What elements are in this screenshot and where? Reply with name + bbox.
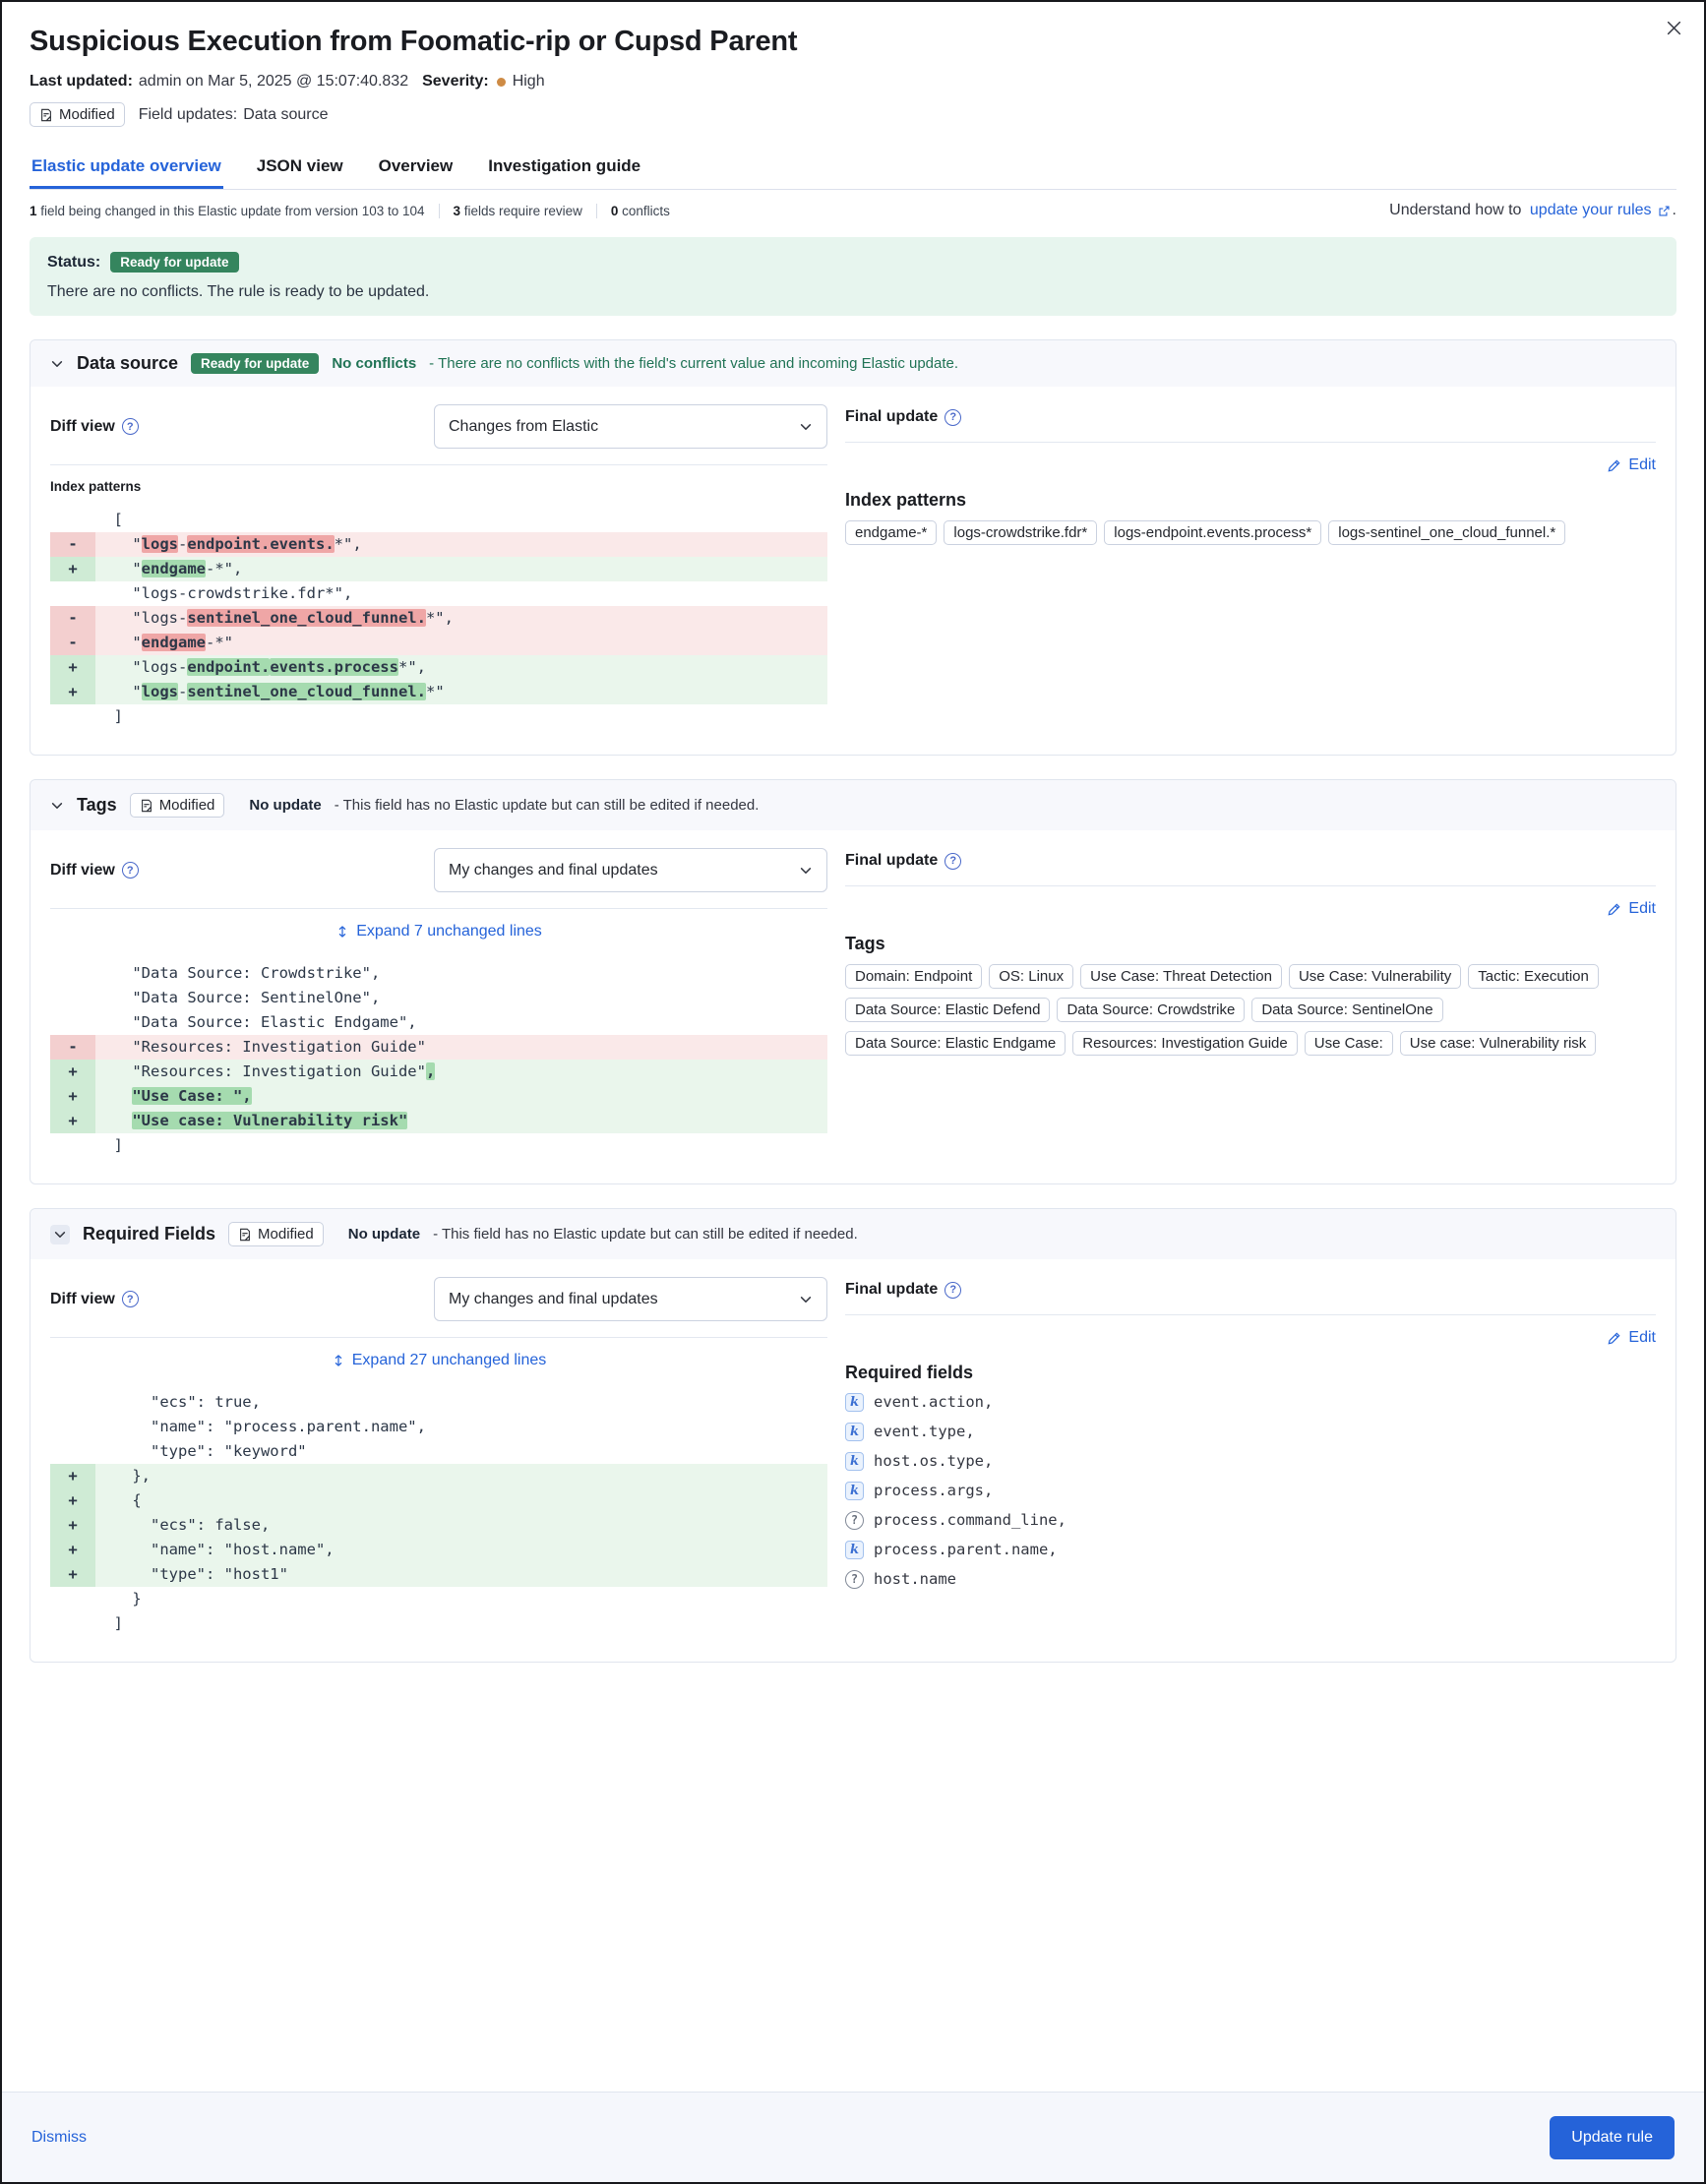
pencil-icon xyxy=(1607,902,1621,917)
field-name: host.os.type, xyxy=(874,1452,994,1470)
unknown-type-icon: ? xyxy=(845,1511,864,1530)
rule-badges-line xyxy=(30,102,1676,127)
expand-unchanged-link[interactable]: Expand 7 unchanged lines xyxy=(335,923,542,940)
badge: Domain: Endpoint xyxy=(845,964,982,989)
status-banner xyxy=(30,237,1676,316)
required-fields-list xyxy=(845,1393,1656,1589)
dismiss-button[interactable]: Dismiss xyxy=(31,2128,87,2146)
badge: Tactic: Execution xyxy=(1468,964,1599,989)
final-index-patterns-title: Index patterns xyxy=(845,489,967,510)
keyword-type-icon: k xyxy=(845,1541,864,1559)
expand-unchanged-link[interactable]: Expand 27 unchanged lines xyxy=(332,1352,547,1369)
diff-marker: + xyxy=(50,1464,95,1488)
section-title: Tags xyxy=(77,795,117,815)
keyword-type-icon: k xyxy=(845,1482,864,1500)
final-tags-title: Tags xyxy=(845,933,885,953)
status-badge: Ready for update xyxy=(110,252,238,273)
no-conflicts-label: No conflicts xyxy=(332,355,417,372)
diff-marker xyxy=(50,986,95,1010)
diff-line: "logs-crowdstrike.fdr*", xyxy=(50,581,827,606)
final-update-label: Final update xyxy=(845,408,939,425)
data-source-accordion-toggle[interactable] xyxy=(30,340,1676,387)
diff-view-label: Diff view xyxy=(50,1290,115,1307)
badge: Use Case: xyxy=(1305,1031,1393,1056)
help-icon[interactable]: ? xyxy=(944,409,961,426)
field-updates-value: Data source xyxy=(243,105,329,123)
index-pattern-badges xyxy=(845,520,1656,545)
diff-marker: + xyxy=(50,1109,95,1133)
diff-marker xyxy=(50,581,95,606)
badge: logs-sentinel_one_cloud_funnel.* xyxy=(1328,520,1565,545)
diff-marker xyxy=(50,1010,95,1035)
diff-marker: + xyxy=(50,1488,95,1513)
diff-line: "Data Source: Elastic Endgame", xyxy=(50,1010,827,1035)
help-icon[interactable]: ? xyxy=(122,1291,139,1307)
divider xyxy=(439,204,440,218)
chevron-down-icon xyxy=(50,1225,70,1244)
diff-marker: - xyxy=(50,532,95,557)
severity-label: Severity: xyxy=(422,73,489,90)
update-stat: 3 fields require review xyxy=(453,203,582,218)
required-field xyxy=(845,1393,1656,1412)
section-required-fields xyxy=(30,1208,1676,1663)
data-source-diff xyxy=(50,508,827,729)
diff-marker: + xyxy=(50,655,95,680)
badge: Use Case: Vulnerability xyxy=(1289,964,1461,989)
diff-line: + "logs-endpoint.events.process*", xyxy=(50,655,827,680)
badge: logs-endpoint.events.process* xyxy=(1104,520,1321,545)
badge: OS: Linux xyxy=(989,964,1073,989)
diff-line: ] xyxy=(50,1133,827,1158)
badge: logs-crowdstrike.fdr* xyxy=(944,520,1097,545)
expand-icon xyxy=(335,925,349,939)
diff-line: + "ecs": false, xyxy=(50,1513,827,1538)
diff-line: - "Resources: Investigation Guide" xyxy=(50,1035,827,1060)
flyout-footer xyxy=(2,2092,1704,2182)
tab-elastic-update-overview[interactable]: Elastic update overview xyxy=(30,145,223,189)
last-updated-value: admin on Mar 5, 2025 @ 15:07:40.832 xyxy=(138,73,409,90)
badge: Use case: Vulnerability risk xyxy=(1400,1031,1597,1056)
diff-line: - "endgame-*" xyxy=(50,631,827,655)
field-name: process.parent.name, xyxy=(874,1541,1058,1558)
required-fields-diff xyxy=(50,1390,827,1636)
severity-high-dot xyxy=(497,78,506,87)
chevron-down-icon xyxy=(799,1293,813,1306)
diff-marker: - xyxy=(50,606,95,631)
diff-marker: + xyxy=(50,1538,95,1562)
diff-line: ] xyxy=(50,704,827,729)
expand-icon xyxy=(332,1354,345,1367)
required-field xyxy=(845,1452,1656,1471)
required-fields-accordion-toggle[interactable] xyxy=(30,1209,1676,1259)
diff-line: "name": "process.parent.name", xyxy=(50,1415,827,1439)
field-name: host.name xyxy=(874,1570,956,1588)
update-info-row xyxy=(30,190,1676,233)
help-icon[interactable]: ? xyxy=(944,853,961,870)
field-name: event.type, xyxy=(874,1423,975,1440)
diff-line: + "Use case: Vulnerability risk" xyxy=(50,1109,827,1133)
section-tags xyxy=(30,779,1676,1184)
diff-line: + "Use Case: ", xyxy=(50,1084,827,1109)
tags-diff xyxy=(50,961,827,1158)
diff-marker xyxy=(50,961,95,986)
diff-marker: + xyxy=(50,1060,95,1084)
edit-button[interactable]: Edit xyxy=(1607,900,1656,918)
chevron-down-icon xyxy=(50,357,64,371)
badge: Use Case: Threat Detection xyxy=(1080,964,1282,989)
diff-marker xyxy=(50,1439,95,1464)
diff-line: "Data Source: SentinelOne", xyxy=(50,986,827,1010)
diff-line: "ecs": true, xyxy=(50,1390,827,1415)
badge: endgame-* xyxy=(845,520,937,545)
diff-line: ] xyxy=(50,1611,827,1636)
field-name: process.args, xyxy=(874,1482,994,1499)
rule-update-flyout xyxy=(2,2,1704,2092)
diff-marker: + xyxy=(50,1562,95,1587)
required-field xyxy=(845,1570,1656,1589)
badge: Resources: Investigation Guide xyxy=(1072,1031,1297,1056)
diff-line: [ xyxy=(50,508,827,532)
diff-marker: + xyxy=(50,1513,95,1538)
document-edit-icon xyxy=(39,108,53,122)
unknown-type-icon: ? xyxy=(845,1570,864,1589)
diff-line: + "name": "host.name", xyxy=(50,1538,827,1562)
no-update-label: No update xyxy=(347,1226,421,1243)
diff-marker xyxy=(50,704,95,729)
required-field xyxy=(845,1423,1656,1441)
keyword-type-icon: k xyxy=(845,1423,864,1441)
diff-marker: - xyxy=(50,1035,95,1060)
diff-marker xyxy=(50,1611,95,1636)
status-message: There are no conflicts. The rule is ready to be updated. xyxy=(47,283,430,300)
pencil-icon xyxy=(1607,458,1621,473)
index-patterns-sublabel: Index patterns xyxy=(50,479,142,494)
ready-for-update-badge: Ready for update xyxy=(191,353,319,374)
diff-view-label: Diff view xyxy=(50,861,115,879)
external-link-icon xyxy=(1658,205,1671,217)
no-update-text: - This field has no Elastic update but can still be edited if needed. xyxy=(433,1226,858,1243)
diff-line: + { xyxy=(50,1488,827,1513)
divider xyxy=(596,204,597,218)
section-title: Data source xyxy=(77,353,179,373)
badge: Data Source: Crowdstrike xyxy=(1057,998,1245,1022)
diff-marker xyxy=(50,1133,95,1158)
diff-line: + "Resources: Investigation Guide", xyxy=(50,1060,827,1084)
help-icon[interactable]: ? xyxy=(122,418,139,435)
badge: Data Source: Elastic Endgame xyxy=(845,1031,1066,1056)
diff-line: + "logs-sentinel_one_cloud_funnel.*" xyxy=(50,680,827,704)
diff-marker: + xyxy=(50,557,95,581)
diff-line: "type": "keyword" xyxy=(50,1439,827,1464)
update-your-rules-link[interactable]: update your rules xyxy=(1529,202,1652,218)
diff-line: - "logs-endpoint.events.*", xyxy=(50,532,827,557)
modified-badge: Modified xyxy=(130,793,225,818)
diff-line: - "logs-sentinel_one_cloud_funnel.*", xyxy=(50,606,827,631)
field-updates-label: Field updates: xyxy=(138,105,238,123)
diff-marker xyxy=(50,1415,95,1439)
no-conflicts-text: - There are no conflicts with the field's current value and incoming Elastic update. xyxy=(429,355,959,372)
close-icon[interactable] xyxy=(1662,16,1686,40)
field-name: event.action, xyxy=(874,1393,994,1411)
diff-marker: + xyxy=(50,1084,95,1109)
required-field xyxy=(845,1482,1656,1500)
diff-view-select[interactable]: My changes and final updates xyxy=(434,1277,827,1321)
page-title: Suspicious Execution from Foomatic-rip or Cupsd Parent xyxy=(30,26,798,57)
final-update-label: Final update xyxy=(845,1281,939,1298)
severity-value: High xyxy=(512,73,545,90)
pencil-icon xyxy=(1607,1331,1621,1346)
diff-marker xyxy=(50,508,95,532)
final-update-label: Final update xyxy=(845,852,939,869)
diff-line: + "type": "host1" xyxy=(50,1562,827,1587)
diff-marker xyxy=(50,1587,95,1611)
update-help: Understand how to update your rules . xyxy=(1389,202,1676,218)
help-icon[interactable]: ? xyxy=(944,1282,961,1299)
tags-accordion-toggle[interactable] xyxy=(30,780,1676,830)
diff-line: "Data Source: Crowdstrike", xyxy=(50,961,827,986)
badge: Data Source: SentinelOne xyxy=(1251,998,1442,1022)
help-icon[interactable]: ? xyxy=(122,862,139,879)
last-updated-label: Last updated: xyxy=(30,73,133,90)
edit-button[interactable]: Edit xyxy=(1607,1329,1656,1347)
tab-bar xyxy=(30,145,1676,190)
tag-badges xyxy=(845,964,1656,1056)
tab-investigation-guide[interactable]: Investigation guide xyxy=(488,156,641,175)
edit-button[interactable]: Edit xyxy=(1607,456,1656,474)
no-update-text: - This field has no Elastic update but can still be edited if needed. xyxy=(334,797,760,814)
update-stat: 1 field being changed in this Elastic update from version 103 to 104 xyxy=(30,203,425,218)
update-stats xyxy=(30,204,670,218)
diff-marker: - xyxy=(50,631,95,655)
keyword-type-icon: k xyxy=(845,1452,864,1471)
status-label: Status: xyxy=(47,253,101,271)
required-field xyxy=(845,1511,1656,1530)
final-required-fields-title: Required fields xyxy=(845,1362,974,1382)
diff-view-select[interactable]: My changes and final updates xyxy=(434,848,827,892)
rule-meta xyxy=(30,73,1676,91)
chevron-down-icon xyxy=(799,420,813,434)
document-edit-icon xyxy=(238,1228,252,1242)
chevron-down-icon xyxy=(799,864,813,878)
section-title: Required Fields xyxy=(83,1224,216,1244)
section-data-source xyxy=(30,339,1676,756)
diff-line: } xyxy=(50,1587,827,1611)
tab-overview[interactable]: Overview xyxy=(378,156,454,175)
document-edit-icon xyxy=(140,799,153,813)
diff-view-label: Diff view xyxy=(50,417,115,435)
field-name: process.command_line, xyxy=(874,1511,1066,1529)
diff-marker: + xyxy=(50,680,95,704)
diff-view-select[interactable]: Changes from Elastic xyxy=(434,404,827,449)
diff-line: + }, xyxy=(50,1464,827,1488)
no-update-label: No update xyxy=(249,797,322,814)
diff-line: + "endgame-*", xyxy=(50,557,827,581)
tab-json-view[interactable]: JSON view xyxy=(256,156,343,175)
modified-badge: Modified xyxy=(228,1222,324,1246)
diff-marker xyxy=(50,1390,95,1415)
chevron-down-icon xyxy=(50,799,64,813)
required-field xyxy=(845,1541,1656,1559)
badge: Data Source: Elastic Defend xyxy=(845,998,1050,1022)
modified-badge: Modified xyxy=(30,102,125,127)
update-stat: 0 conflicts xyxy=(610,203,670,218)
update-rule-button[interactable]: Update rule xyxy=(1550,2116,1675,2159)
keyword-type-icon: k xyxy=(845,1393,864,1412)
